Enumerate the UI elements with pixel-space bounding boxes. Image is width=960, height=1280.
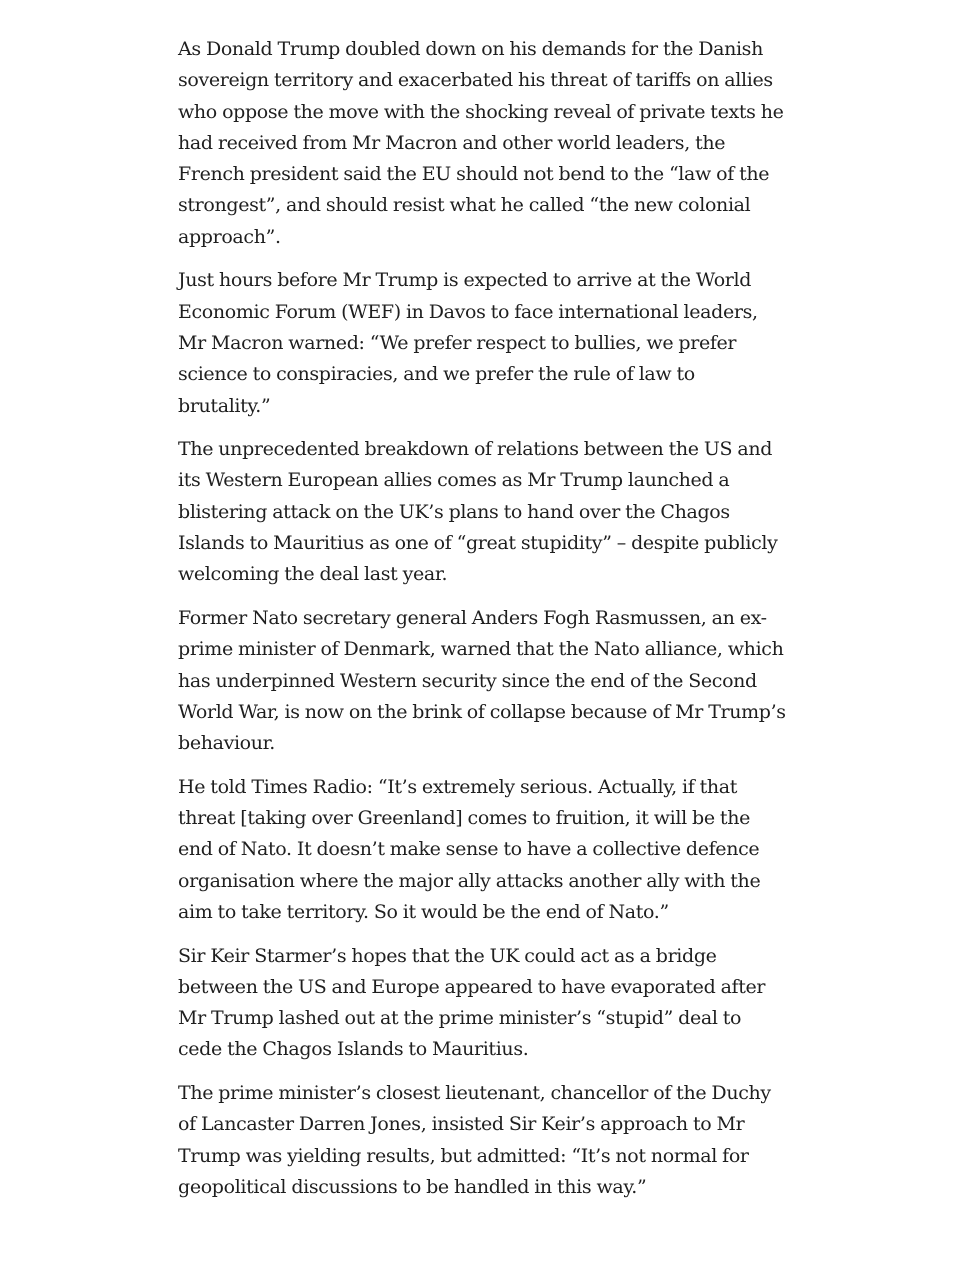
- article-paragraph: He told Times Radio: “It’s extremely serious. Actually, if that threat [taking over Greenland] comes to fruition, it will be the end of Nato. It doesn’t make sense to have a collective defence organisation where the major ally attacks another ally with the aim to take territory. So it would be the end of Nato.”: [178, 775, 761, 923]
- article-paragraph: The prime minister’s closest lieutenant, chancellor of the Duchy of Lancaster Darren Jones, insisted Sir Keir’s approach to Mr Trump was yielding results, but admitted: “It’s not normal for geopolitical discussions to be handled in this way.”: [178, 1081, 771, 1198]
- article-paragraph: Sir Keir Starmer’s hopes that the UK could act as a bridge between the US and Europe appeared to have evaporated after Mr Trump lashed out at the prime minister’s “stupid” deal to cede the Chagos Islands to Mauritius.: [178, 944, 766, 1061]
- article-paragraph: As Donald Trump doubled down on his demands for the Danish sovereign territory and exacerbated his threat of tariffs on allies who oppose the move with the shocking reveal of private texts he had received from Mr Macron and other world leaders, the French president said the EU should not bend to the “law of the strongest”, and should resist what he called “the new colonial approach”.: [178, 38, 784, 248]
- article-paragraph: Former Nato secretary general Anders Fogh Rasmussen, an ex-prime minister of Denmark, warned that the Nato alliance, which has underpinned Western security since the end of the Second World War, is now on the brink of collapse because of Mr Trump’s behaviour.: [178, 606, 786, 755]
- article-body: [178, 34, 788, 1215]
- article-paragraph: The unprecedented breakdown of relations between the US and its Western European allies comes as Mr Trump launched a blistering attack on the UK’s plans to hand over the Chagos Islands to Mauritius as one of “great stupidity” – despite publicly welcoming the deal last year.: [178, 438, 778, 586]
- article-paragraph: Just hours before Mr Trump is expected to arrive at the World Economic Forum (WEF) in Davos to face international leaders, Mr Macron warned: “We prefer respect to bullies, we prefer science to conspiracies, and we prefer the rule of law to brutality.”: [178, 269, 758, 417]
